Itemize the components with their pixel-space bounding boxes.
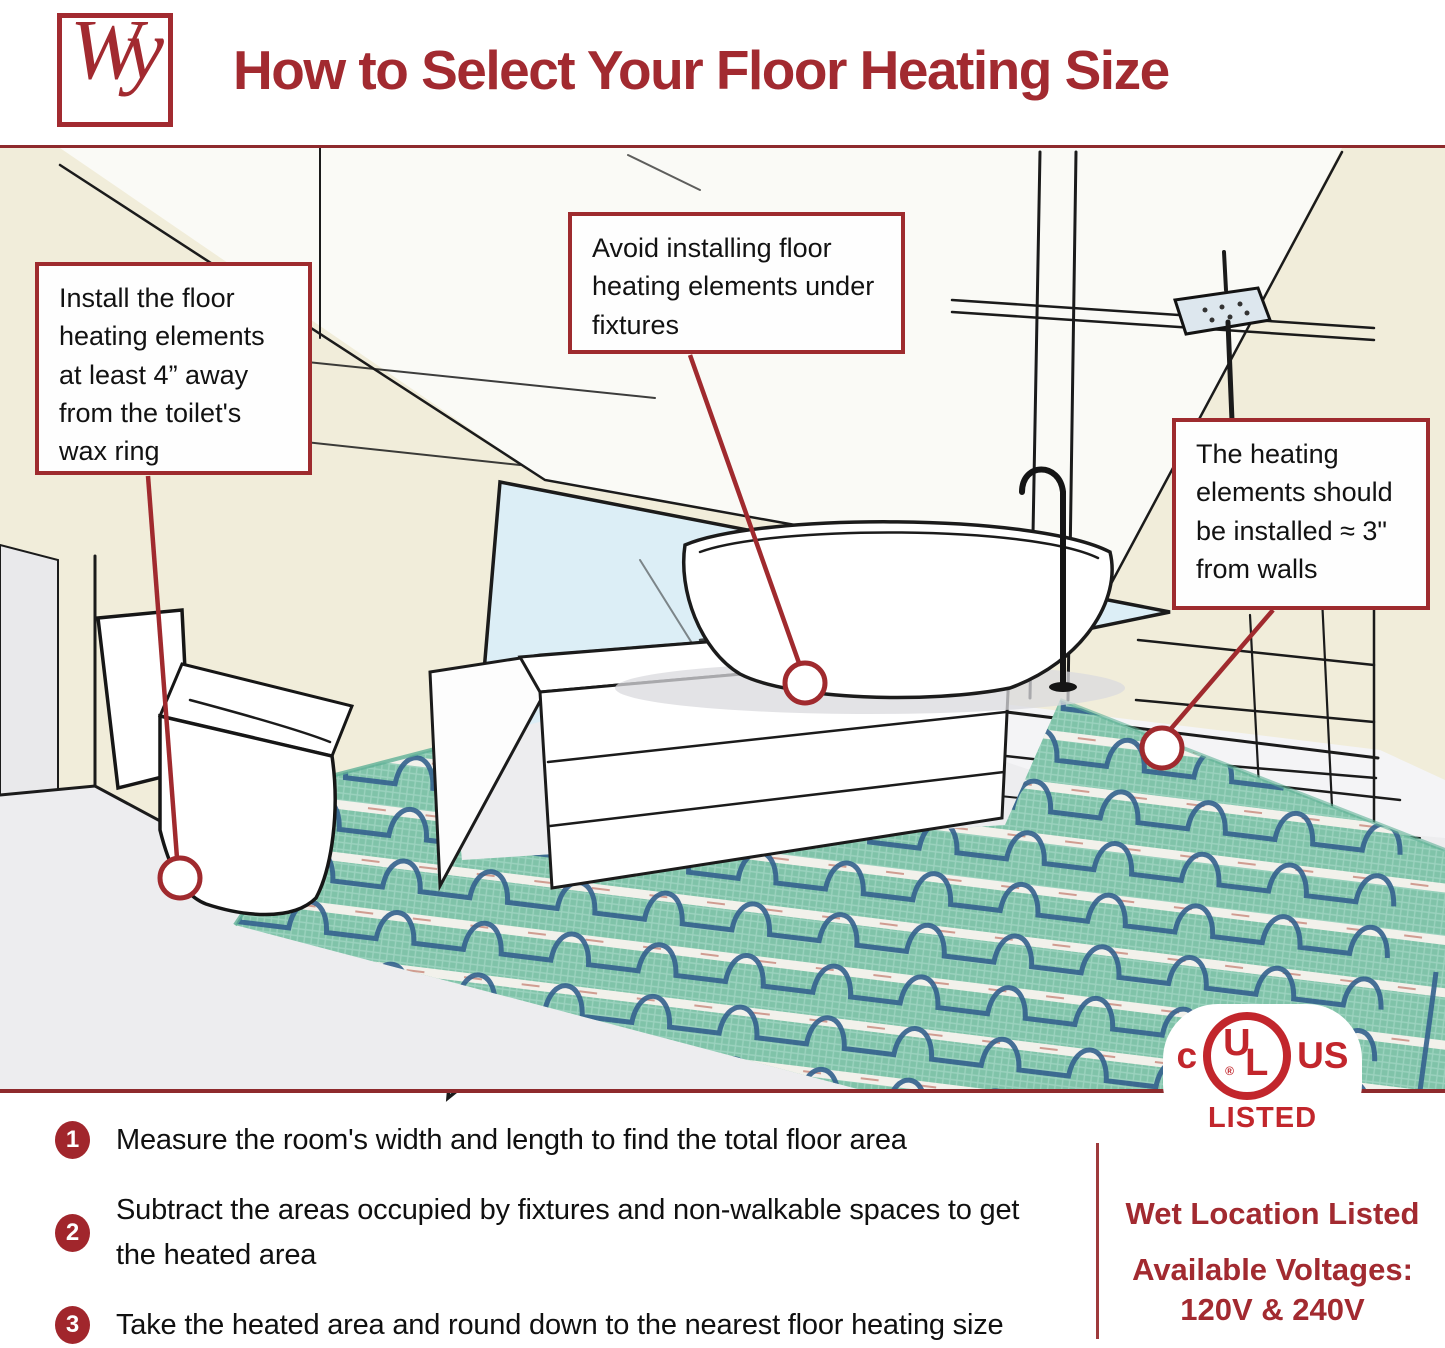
step-row-1	[55, 1118, 1065, 1163]
callout-walls-text: The heating elements should be installed ≈ 3" from walls	[1196, 439, 1393, 584]
page-title: How to Select Your Floor Heating Size	[233, 39, 1169, 101]
step-2-badge: 2	[55, 1214, 90, 1252]
ul-letter-u: U	[1223, 1022, 1251, 1064]
callout-toilet-text: Install the floor heating elements at least 4” away from the toilet's wax ring	[59, 283, 265, 467]
step-row-3	[55, 1303, 1065, 1348]
ul-circle-icon	[1203, 1012, 1291, 1100]
step-1-badge: 1	[55, 1121, 90, 1159]
step-3-badge: 3	[55, 1306, 90, 1344]
divider-top	[0, 145, 1445, 148]
callout-wall-clearance	[1172, 418, 1430, 610]
voltages-value: 120V & 240V	[1180, 1292, 1365, 1327]
ul-letter-l: L	[1245, 1042, 1269, 1084]
selection-steps-list	[55, 1118, 1065, 1348]
step-row-2	[55, 1188, 1065, 1278]
certification-texts	[1100, 1196, 1445, 1328]
bottom-vertical-divider	[1096, 1143, 1099, 1339]
step-3-text: Take the heated area and round down to the nearest floor heating size	[116, 1308, 1004, 1341]
callout-toilet-clearance	[35, 262, 312, 475]
ul-certification-badge	[1163, 1004, 1362, 1139]
marker-toilet	[160, 858, 200, 898]
callout-avoid-fixtures	[568, 212, 905, 354]
ul-canada-mark: c	[1176, 1035, 1198, 1076]
ul-us-mark: US	[1297, 1035, 1349, 1076]
marker-fixtures	[785, 663, 825, 703]
brand-logo-script: Wy	[70, 1, 156, 97]
wet-location-label: Wet Location Listed	[1125, 1196, 1420, 1231]
step-1-text: Measure the room's width and length to find the total floor area	[116, 1124, 907, 1156]
step-2-text: Subtract the areas occupied by fixtures and non-walkable spaces to get the heated area	[116, 1193, 1020, 1271]
ul-registered-mark: ®	[1225, 1064, 1234, 1078]
marker-walls	[1142, 728, 1182, 768]
voltages-label: Available Voltages:	[1132, 1252, 1413, 1287]
ul-listed-label: LISTED	[1207, 1102, 1318, 1134]
callout-fixtures-text: Avoid installing floor heating elements under fixtures	[592, 233, 875, 340]
